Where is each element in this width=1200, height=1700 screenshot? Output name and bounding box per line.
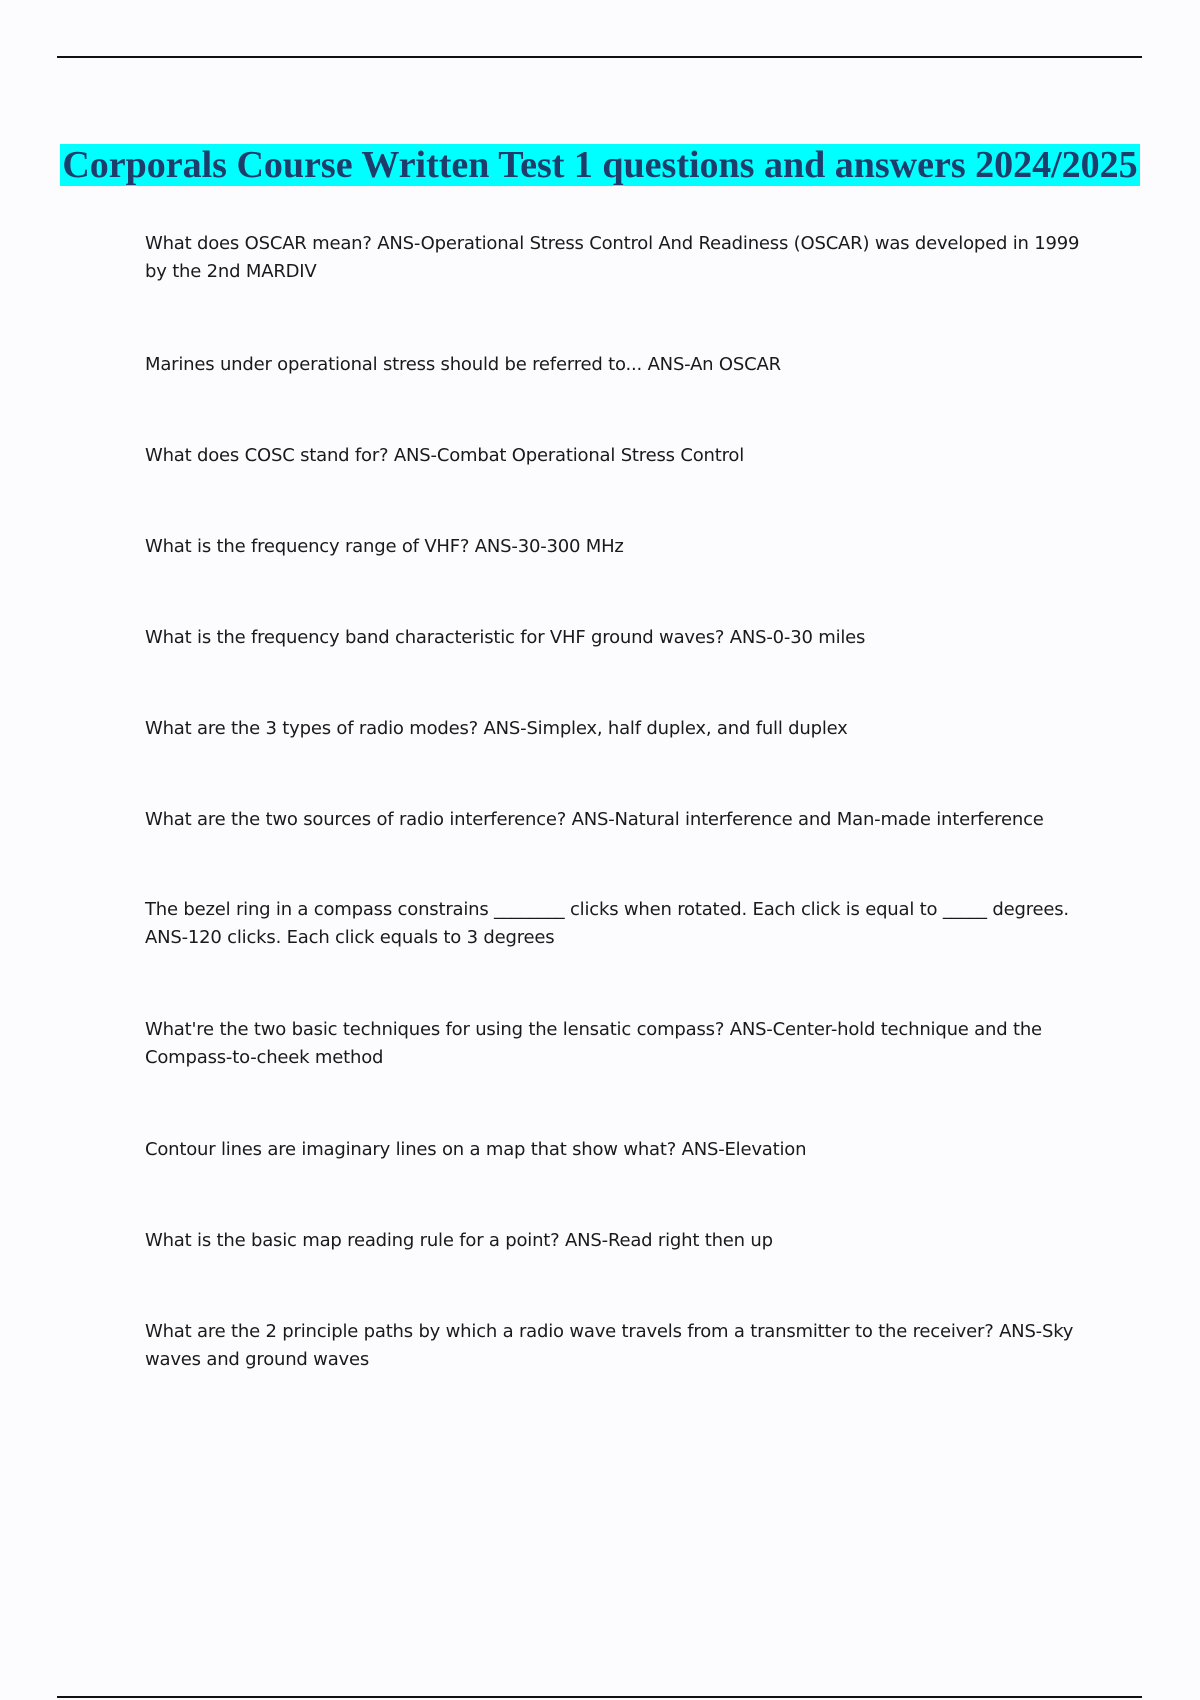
qa-item: What does OSCAR mean? ANS-Operational Stress Control And Readiness (OSCAR) was developed in 1999 by the 2nd MARDIV — [145, 233, 1080, 282]
qa-item: The bezel ring in a compass constrains ________ clicks when rotated. Each click is equal to _____ degrees. ANS-120 clicks. Each click equals to 3 degrees — [145, 899, 1069, 948]
qa-item: What are the 3 types of radio modes? ANS-Simplex, half duplex, and full duplex — [145, 718, 848, 739]
document-title — [60, 144, 1140, 186]
bottom-rule — [57, 1696, 1142, 1698]
qa-item: What is the frequency band characteristic for VHF ground waves? ANS-0-30 miles — [145, 627, 866, 648]
qa-item: What're the two basic techniques for using the lensatic compass? ANS-Center-hold technique and the Compass-to-cheek method — [145, 1019, 1042, 1068]
qa-item: What are the 2 principle paths by which a radio wave travels from a transmitter to the receiver? ANS-Sky waves and ground waves — [145, 1321, 1074, 1370]
title-highlight: Corporals Course Written Test 1 questions and answers 2024/2025 — [62, 144, 1138, 186]
qa-item: What is the basic map reading rule for a point? ANS-Read right then up — [145, 1230, 773, 1251]
qa-item: Marines under operational stress should be referred to... ANS-An OSCAR — [145, 354, 781, 375]
qa-item: What is the frequency range of VHF? ANS-30-300 MHz — [145, 536, 624, 557]
qa-item: What are the two sources of radio interference? ANS-Natural interference and Man-made interference — [145, 809, 1044, 830]
qa-item: Contour lines are imaginary lines on a map that show what? ANS-Elevation — [145, 1139, 807, 1160]
qa-item: What does COSC stand for? ANS-Combat Operational Stress Control — [145, 445, 745, 466]
top-rule — [57, 56, 1142, 58]
